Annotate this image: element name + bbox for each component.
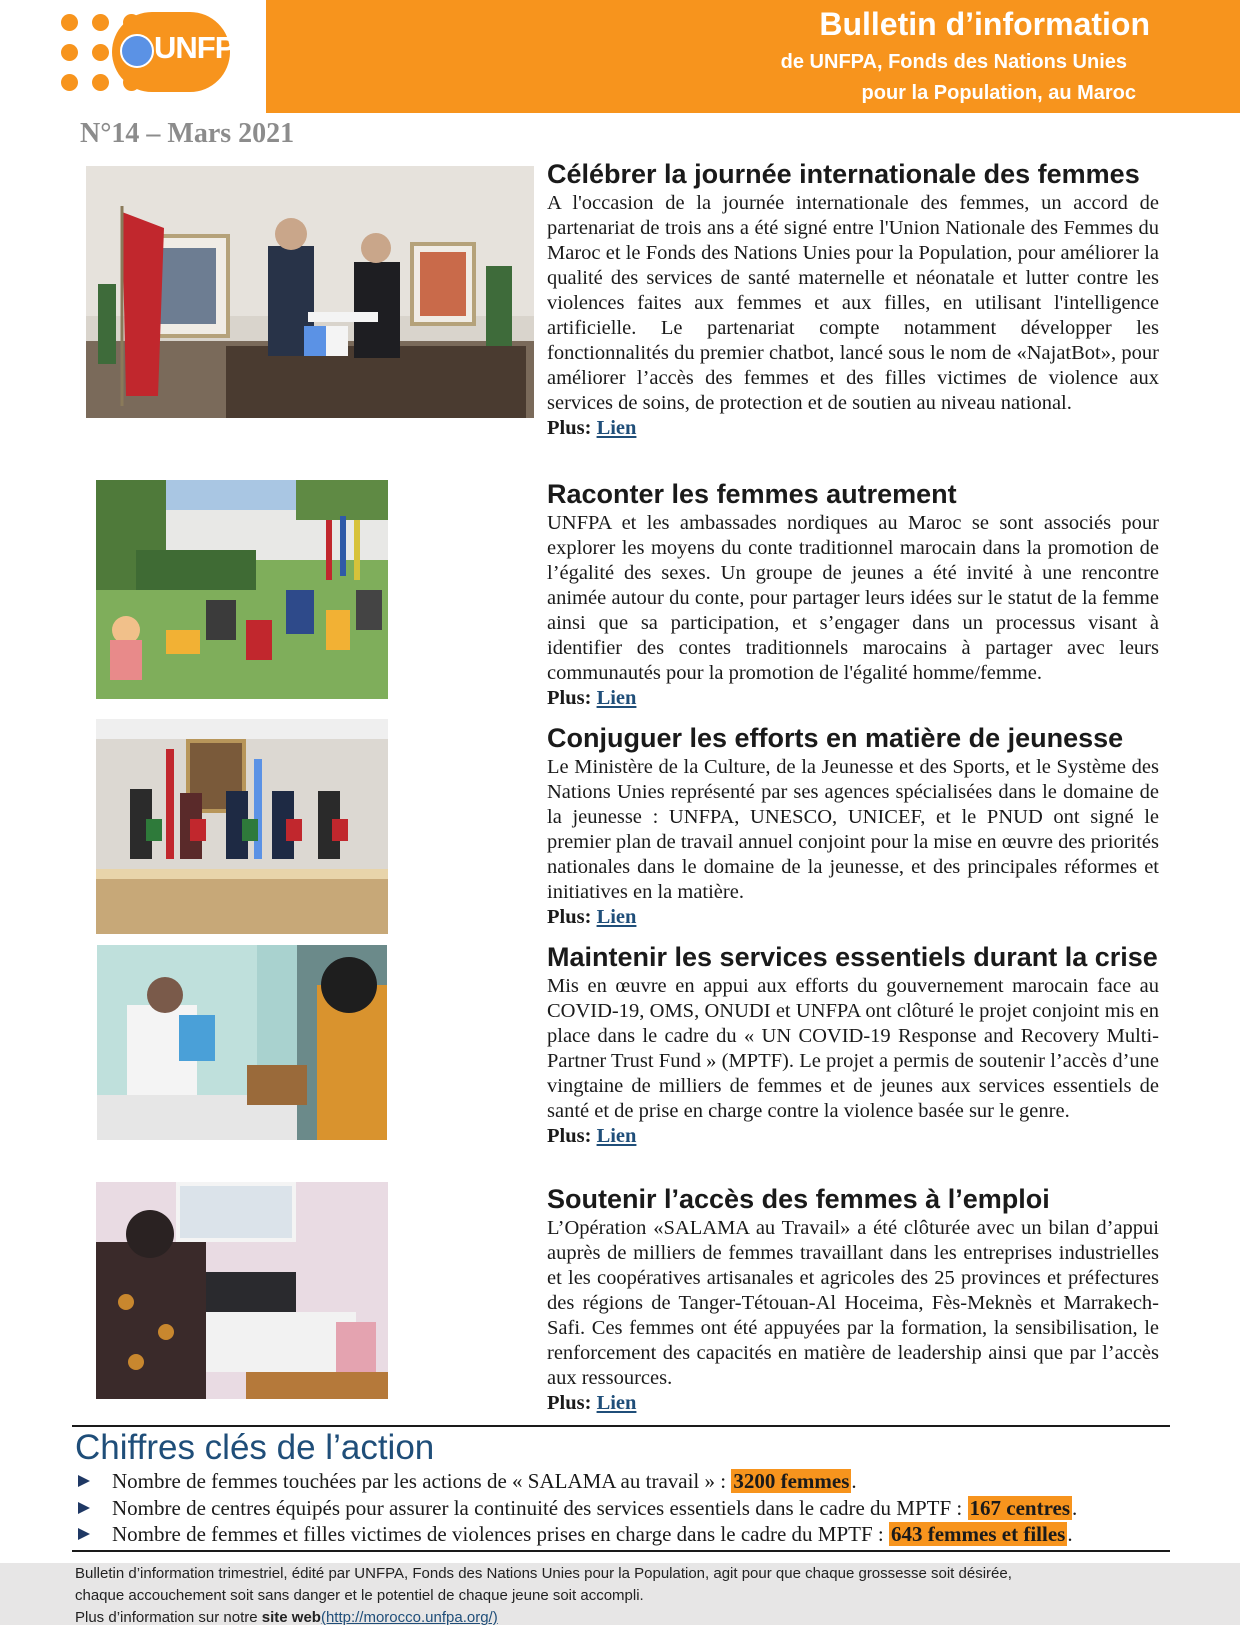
- logo-text: UNFPA: [154, 30, 254, 65]
- key-figures-list: [78, 1468, 1178, 1548]
- article-3: [547, 722, 1159, 930]
- article-2-photo: [96, 480, 388, 699]
- footer-line-3-prefix: Plus d’information sur notre: [75, 1609, 262, 1626]
- article-link[interactable]: Lien: [596, 687, 637, 709]
- article-link[interactable]: Lien: [596, 906, 637, 928]
- key-figure-value: 167 centres: [969, 1495, 1071, 1520]
- article-more: [547, 905, 1159, 930]
- more-label: Plus:: [547, 687, 592, 709]
- article-link[interactable]: Lien: [596, 1392, 637, 1414]
- logo-dot: [92, 74, 109, 91]
- article-title: Raconter les femmes autrement: [547, 479, 957, 509]
- article-link[interactable]: Lien: [596, 1125, 637, 1147]
- article-1-photo: [86, 166, 534, 418]
- unfpa-logo: [0, 0, 266, 113]
- article-5: [547, 1183, 1159, 1416]
- bulletin-header: [0, 0, 1240, 113]
- header-band: [266, 0, 1240, 113]
- article-body: Le Ministère de la Culture, de la Jeunesse et des Sports, et le Système des Nations Unies représenté par ses agences spécialisées dans le domaine de la jeunesse : UNFPA, UNESCO, UNICEF, et le PNUD ont signé le premier plan de travail annuel conjoint pour la mise en œuvre des priorités nationales dans le domaine de la jeunesse, et des principales réformes et initiatives en la matière.: [547, 756, 1159, 903]
- logo-dot: [61, 44, 78, 61]
- key-figure-text: Nombre de centres équipés pour assurer la continuité des services essentiels dans le cadre du MPTF :: [112, 1495, 968, 1520]
- article-more: [547, 686, 1159, 711]
- more-label: Plus:: [547, 1392, 592, 1414]
- article-2: [547, 478, 1159, 711]
- footer-line-1: Bulletin d’information trimestriel, édité par UNFPA, Fonds des Nations Unies pour la Population, agit pour que chaque grossesse soit désirée,: [75, 1565, 1012, 1582]
- article-body: A l'occasion de la journée internationale des femmes, un accord de partenariat de trois ans a été signé entre l'Union Nationale des Femmes du Maroc et le Fonds des Nations Unies pour la Population, pour améliorer la qualité des services de santé maternelle et néonatale et lutter contre les violences faites aux femmes et aux filles, en utilisant l'intelligence artificielle. Le partenariat compte notamment développer les fonctionnalités du premier chatbot, lancé sous le nom de «NajatBot», pour améliorer l’accès des femmes et des filles victimes de violence aux services de soins, de protection et de soutien au niveau national.: [547, 192, 1159, 414]
- footer-line-2: chaque accouchement soit sans danger et le potentiel de chaque jeune soit accompli.: [75, 1587, 644, 1604]
- storytelling-gathering-image: [96, 480, 388, 699]
- unfpa-badge: [112, 12, 254, 92]
- article-1: [547, 158, 1159, 441]
- logo-dot: [61, 74, 78, 91]
- key-figure-text: Nombre de femmes et filles victimes de violences prises en charge dans le cadre du MPTF :: [112, 1522, 889, 1546]
- footer-site-label: site web: [261, 1609, 321, 1626]
- key-figure-text: Nombre de femmes touchées par les actions de « SALAMA au travail » :: [112, 1469, 732, 1493]
- bulletin-subtitle-2: pour la Population, au Maroc: [861, 82, 1136, 104]
- article-link[interactable]: Lien: [596, 417, 637, 439]
- article-4: [547, 941, 1159, 1149]
- article-more: [547, 416, 1159, 441]
- more-label: Plus:: [547, 906, 592, 928]
- key-figure-item: [78, 1468, 1178, 1495]
- footer: [0, 1563, 1240, 1625]
- bullet-triangle-icon: [78, 1475, 90, 1487]
- more-label: Plus:: [547, 1125, 592, 1147]
- article-body: Mis en œuvre en appui aux efforts du gouvernement marocain face au COVID-19, OMS, ONUDI et UNFPA ont clôturé le projet conjoint mis en place dans le cadre du « UN COVID-19 Response and Recovery Multi-Partner Trust Fund » (MPTF). Le projet a permis de soutenir l’accès d’une vingtaine de milliers de femmes et de jeunes aux services essentiels de santé et de prise en charge contre la violence basée sur le genre.: [547, 975, 1159, 1122]
- article-body: UNFPA et les ambassades nordiques au Maroc se sont associés pour explorer les moyens du conte traditionnel marocain dans la promotion de l’égalité des sexes. Un groupe de jeunes a été invité à une rencontre animée autour du conte, pour partager leurs idées sur le statut de la femme ainsi que sa participation, et s’engager dans un processus visant à identifier des contes traditionnels marocains à partager avec leurs communautés pour la promotion de l'égalité homme/femme.: [547, 512, 1159, 684]
- un-emblem-icon: [120, 34, 154, 68]
- article-title: Maintenir les services essentiels durant la crise: [547, 942, 1158, 972]
- more-label: Plus:: [547, 417, 592, 439]
- article-title: Soutenir l’accès des femmes à l’emploi: [547, 1184, 1050, 1214]
- key-figure-item: [78, 1495, 1178, 1522]
- logo-dot: [61, 14, 78, 31]
- logo-dot: [92, 14, 109, 31]
- logo-dot: [92, 44, 109, 61]
- footer-line-3: [0, 1607, 1240, 1629]
- key-figure-item: [78, 1521, 1178, 1548]
- key-figure-end: .: [851, 1469, 857, 1493]
- section-divider: [72, 1425, 1170, 1427]
- key-figure-end: .: [1072, 1495, 1078, 1520]
- article-more: [547, 1124, 1159, 1149]
- issue-number: N°14 – Mars 2021: [80, 118, 295, 149]
- key-figure-value: 3200 femmes: [733, 1469, 850, 1493]
- bulletin-title: Bulletin d’information: [819, 6, 1150, 42]
- article-more: [547, 1391, 1159, 1416]
- bullet-triangle-icon: [78, 1502, 90, 1514]
- article-title: Conjuguer les efforts en matière de jeunesse: [547, 723, 1124, 753]
- bullet-triangle-icon: [78, 1528, 90, 1540]
- article-3-photo: [96, 719, 388, 934]
- footer-website-link[interactable]: (http://morocco.unfpa.org/): [320, 1609, 498, 1626]
- section-divider: [72, 1550, 1170, 1552]
- health-service-image: [97, 945, 387, 1140]
- key-figure-end: .: [1067, 1522, 1073, 1546]
- signing-ceremony-image: [86, 166, 534, 418]
- article-5-photo: [96, 1182, 388, 1399]
- article-body: L’Opération «SALAMA au Travail» a été clôturée avec un bilan d’appui auprès de milliers de femmes travaillant dans les entreprises industrielles et les coopératives artisanales et agricoles des 25 provinces et préfectures des régions de Tanger-Tétouan-Al Hoceima, Fès-Meknès et Marrakech-Safi. Ces femmes ont été appuyées par la formation, la sensibilisation, le renforcement des capacités en matière de leadership ainsi que par l’accès aux ressources.: [547, 1217, 1159, 1389]
- key-figure-value: 643 femmes et filles: [890, 1522, 1066, 1546]
- ministers-signing-image: [96, 719, 388, 934]
- sewing-workshop-image: [96, 1182, 388, 1399]
- article-title: Célébrer la journée internationale des femmes: [547, 159, 1140, 189]
- bulletin-subtitle-1: de UNFPA, Fonds des Nations Unies: [780, 51, 1127, 73]
- article-4-photo: [97, 945, 387, 1140]
- key-figures-title: Chiffres clés de l’action: [75, 1428, 435, 1467]
